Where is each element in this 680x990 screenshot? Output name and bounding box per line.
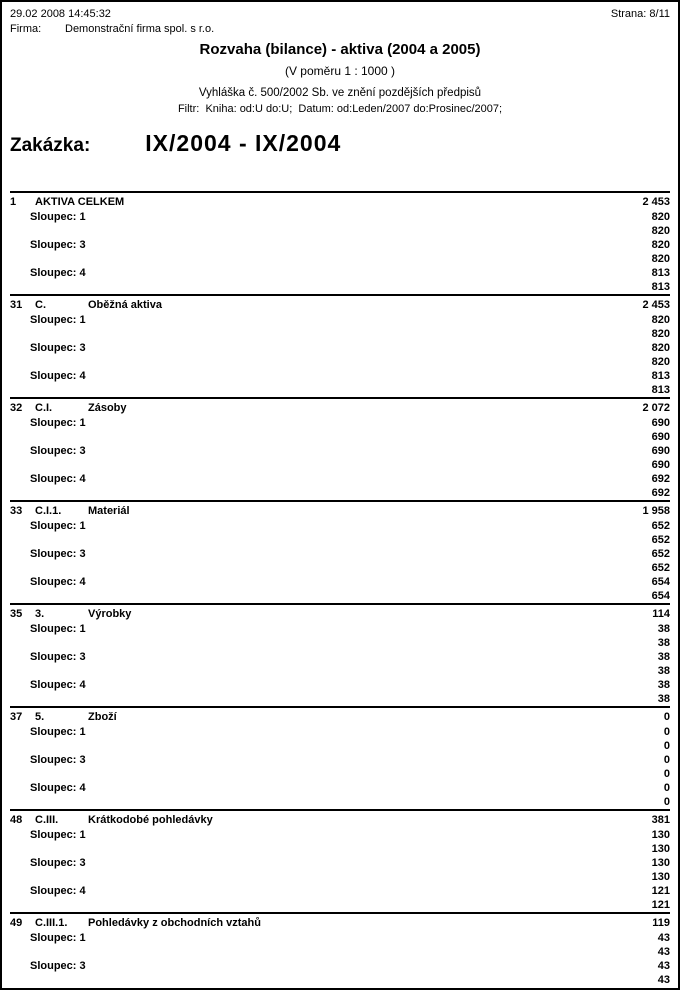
report-section: [10, 500, 670, 603]
column-value: 692: [651, 487, 670, 499]
detail-row: [10, 327, 670, 341]
section-header-row: [10, 811, 670, 828]
column-label: [10, 280, 30, 294]
column-label: [10, 870, 30, 884]
section-header-row: [10, 399, 670, 416]
column-value: 813: [651, 267, 670, 279]
row-number: 37: [10, 711, 23, 723]
detail-row: [10, 486, 670, 500]
column-label: Sloupec: 3: [30, 239, 86, 251]
report-title: Rozvaha (bilance) - aktiva (2004 a 2005): [199, 41, 481, 58]
column-label: [10, 692, 30, 706]
detail-row: [10, 313, 670, 327]
detail-row: [10, 519, 670, 533]
detail-row: [10, 472, 670, 486]
column-label: [10, 973, 30, 987]
column-label: [10, 767, 30, 781]
column-value: 43: [657, 946, 670, 958]
column-value: 813: [651, 281, 670, 293]
detail-row: [10, 589, 670, 603]
detail-row: [10, 767, 670, 781]
report-header: [2, 2, 678, 158]
report-section: [10, 191, 670, 294]
row-total: 2 453: [642, 299, 670, 311]
column-label: Sloupec: 1: [30, 726, 86, 738]
company-row: [10, 22, 670, 36]
detail-row: [10, 575, 670, 589]
column-value: 652: [651, 534, 670, 546]
column-label: [10, 561, 30, 575]
column-value: 652: [651, 520, 670, 532]
detail-row: [10, 341, 670, 355]
detail-row: [10, 458, 670, 472]
column-value: 654: [651, 576, 670, 588]
column-label: Sloupec: 1: [30, 623, 86, 635]
row-number: 49: [10, 917, 23, 929]
column-value: 690: [651, 431, 670, 443]
column-value: 820: [651, 211, 670, 223]
detail-row: [10, 898, 670, 912]
column-label: [10, 355, 30, 369]
report-section: [10, 706, 670, 809]
column-value: 690: [651, 459, 670, 471]
column-label: [10, 224, 30, 238]
column-value: 0: [663, 768, 670, 780]
datetime-text: 29.02 2008 14:45:32: [10, 8, 111, 20]
row-code: C.: [35, 299, 46, 311]
order-label: Zakázka:: [10, 135, 91, 156]
report-section: [10, 397, 670, 500]
column-value: 38: [657, 693, 670, 705]
column-label: [10, 795, 30, 809]
detail-row: [10, 870, 670, 884]
detail-row: [10, 664, 670, 678]
column-label: [10, 636, 30, 650]
column-label: Sloupec: 1: [30, 932, 86, 944]
column-label: Sloupec: 1: [30, 520, 86, 532]
report-section: [10, 809, 670, 912]
column-value: 43: [657, 932, 670, 944]
row-total: 2 072: [642, 402, 670, 414]
detail-row: [10, 931, 670, 945]
detail-row: [10, 856, 670, 870]
detail-row: [10, 280, 670, 294]
row-total: 381: [651, 814, 670, 826]
detail-row: [10, 945, 670, 959]
column-label: [10, 664, 30, 678]
column-value: 38: [657, 637, 670, 649]
column-label: [10, 945, 30, 959]
column-value: 820: [651, 356, 670, 368]
meta-row: [10, 8, 670, 21]
row-code: C.I.1.: [35, 505, 62, 517]
column-value: 43: [657, 960, 670, 972]
column-value: 690: [651, 417, 670, 429]
row-title: Krátkodobé pohledávky: [88, 814, 213, 826]
column-value: 0: [663, 740, 670, 752]
column-value: 692: [651, 473, 670, 485]
row-code: C.III.1.: [35, 917, 68, 929]
column-label: [10, 739, 30, 753]
row-title: Zboží: [88, 711, 117, 723]
column-label: Sloupec: 3: [30, 445, 86, 457]
column-label: [10, 252, 30, 266]
column-value: 690: [651, 445, 670, 457]
column-label: Sloupec: 3: [30, 960, 86, 972]
decree-note: Vyhláška č. 500/2002 Sb. ve znění pozdějších předpisů: [198, 87, 482, 99]
row-total: 119: [652, 917, 670, 929]
column-value: 813: [651, 370, 670, 382]
company-name: Demonstrační firma spol. s r.o.: [65, 23, 215, 35]
column-label: Sloupec: 4: [30, 576, 86, 588]
row-code: 3.: [35, 608, 45, 620]
column-label: Sloupec: 4: [30, 679, 86, 691]
column-value: 820: [651, 253, 670, 265]
order-value: IX/2004 - IX/2004: [145, 130, 342, 156]
column-value: 121: [651, 885, 670, 897]
column-value: 0: [663, 796, 670, 808]
column-label: [10, 589, 30, 603]
detail-row: [10, 561, 670, 575]
report-section: [10, 294, 670, 397]
row-title: Výrobky: [88, 608, 132, 620]
detail-row: [10, 430, 670, 444]
column-label: Sloupec: 1: [30, 417, 86, 429]
filter-note: Filtr: Kniha: od:U do:U; Datum: od:Leden/2007 do:Prosinec/2007;: [177, 103, 503, 115]
column-label: Sloupec: 3: [30, 548, 86, 560]
column-label: Sloupec: 1: [30, 211, 86, 223]
detail-row: [10, 533, 670, 547]
detail-row: [10, 238, 670, 252]
company-label: Firma:: [10, 23, 42, 35]
row-number: 48: [10, 814, 23, 826]
row-code: C.III.: [35, 814, 59, 826]
row-number: 31: [10, 299, 23, 311]
column-value: 654: [651, 590, 670, 602]
detail-row: [10, 416, 670, 430]
section-header-row: [10, 502, 670, 519]
column-label: Sloupec: 4: [30, 267, 86, 279]
detail-row: [10, 753, 670, 767]
column-label: Sloupec: 1: [30, 314, 86, 326]
section-header-row: [10, 914, 670, 931]
detail-row: [10, 650, 670, 664]
column-label: [10, 898, 30, 912]
detail-row: [10, 725, 670, 739]
detail-row: [10, 355, 670, 369]
row-code: C.I.: [35, 402, 53, 414]
row-number: 32: [10, 402, 23, 414]
column-label: Sloupec: 4: [30, 473, 86, 485]
column-label: [10, 486, 30, 500]
column-value: 820: [651, 314, 670, 326]
column-value: 38: [657, 665, 670, 677]
detail-row: [10, 973, 670, 987]
detail-row: [10, 678, 670, 692]
row-title: Zásoby: [88, 402, 127, 414]
column-value: 652: [651, 562, 670, 574]
row-total: 114: [652, 608, 670, 620]
detail-row: [10, 622, 670, 636]
column-value: 820: [651, 239, 670, 251]
report-body: [2, 191, 678, 987]
column-value: 813: [651, 384, 670, 396]
section-header-row: [10, 296, 670, 313]
column-label: Sloupec: 3: [30, 857, 86, 869]
column-label: [10, 383, 30, 397]
section-header-row: [10, 605, 670, 622]
column-value: 820: [651, 328, 670, 340]
column-label: Sloupec: 4: [30, 782, 86, 794]
detail-row: [10, 383, 670, 397]
column-value: 121: [651, 899, 670, 911]
row-title: Oběžná aktiva: [88, 299, 162, 311]
row-total: 0: [663, 711, 670, 723]
detail-row: [10, 369, 670, 383]
column-value: 652: [651, 548, 670, 560]
column-label: [10, 327, 30, 341]
column-label: [10, 458, 30, 472]
column-value: 38: [657, 679, 670, 691]
column-value: 130: [651, 829, 670, 841]
order-row: [10, 130, 670, 158]
row-title: AKTIVA CELKEM: [35, 196, 125, 208]
column-label: Sloupec: 3: [30, 651, 86, 663]
column-label: Sloupec: 1: [30, 829, 86, 841]
column-value: 0: [663, 754, 670, 766]
detail-row: [10, 884, 670, 898]
row-title: Pohledávky z obchodních vztahů: [88, 917, 261, 929]
column-value: 820: [651, 342, 670, 354]
detail-row: [10, 252, 670, 266]
row-total: 2 453: [642, 196, 670, 208]
detail-row: [10, 224, 670, 238]
detail-row: [10, 636, 670, 650]
column-value: 0: [663, 726, 670, 738]
column-value: 130: [651, 857, 670, 869]
row-code: 5.: [35, 711, 45, 723]
detail-row: [10, 547, 670, 561]
row-number: 33: [10, 505, 23, 517]
row-number: 1: [10, 196, 17, 208]
section-header-row: [10, 193, 670, 210]
section-header-row: [10, 708, 670, 725]
row-total: 1 958: [642, 505, 670, 517]
detail-row: [10, 781, 670, 795]
report-section: [10, 603, 670, 706]
column-value: 130: [651, 843, 670, 855]
column-label: Sloupec: 3: [30, 342, 86, 354]
detail-row: [10, 959, 670, 973]
report-section: [10, 912, 670, 987]
column-label: Sloupec: 4: [30, 370, 86, 382]
detail-row: [10, 266, 670, 280]
detail-row: [10, 210, 670, 224]
column-label: [10, 533, 30, 547]
column-value: 43: [657, 974, 670, 986]
column-value: 130: [651, 871, 670, 883]
detail-row: [10, 795, 670, 809]
detail-row: [10, 444, 670, 458]
column-label: Sloupec: 3: [30, 754, 86, 766]
column-label: [10, 842, 30, 856]
detail-row: [10, 828, 670, 842]
column-value: 38: [657, 651, 670, 663]
detail-row: [10, 739, 670, 753]
detail-row: [10, 842, 670, 856]
column-value: 820: [651, 225, 670, 237]
row-number: 35: [10, 608, 23, 620]
column-value: 0: [663, 782, 670, 794]
column-label: Sloupec: 4: [30, 885, 86, 897]
column-value: 38: [657, 623, 670, 635]
detail-row: [10, 692, 670, 706]
row-title: Materiál: [88, 505, 130, 517]
ratio-note: (V poměru 1 : 1000 ): [284, 64, 396, 78]
page-number: Strana: 8/11: [610, 8, 670, 20]
column-label: [10, 430, 30, 444]
